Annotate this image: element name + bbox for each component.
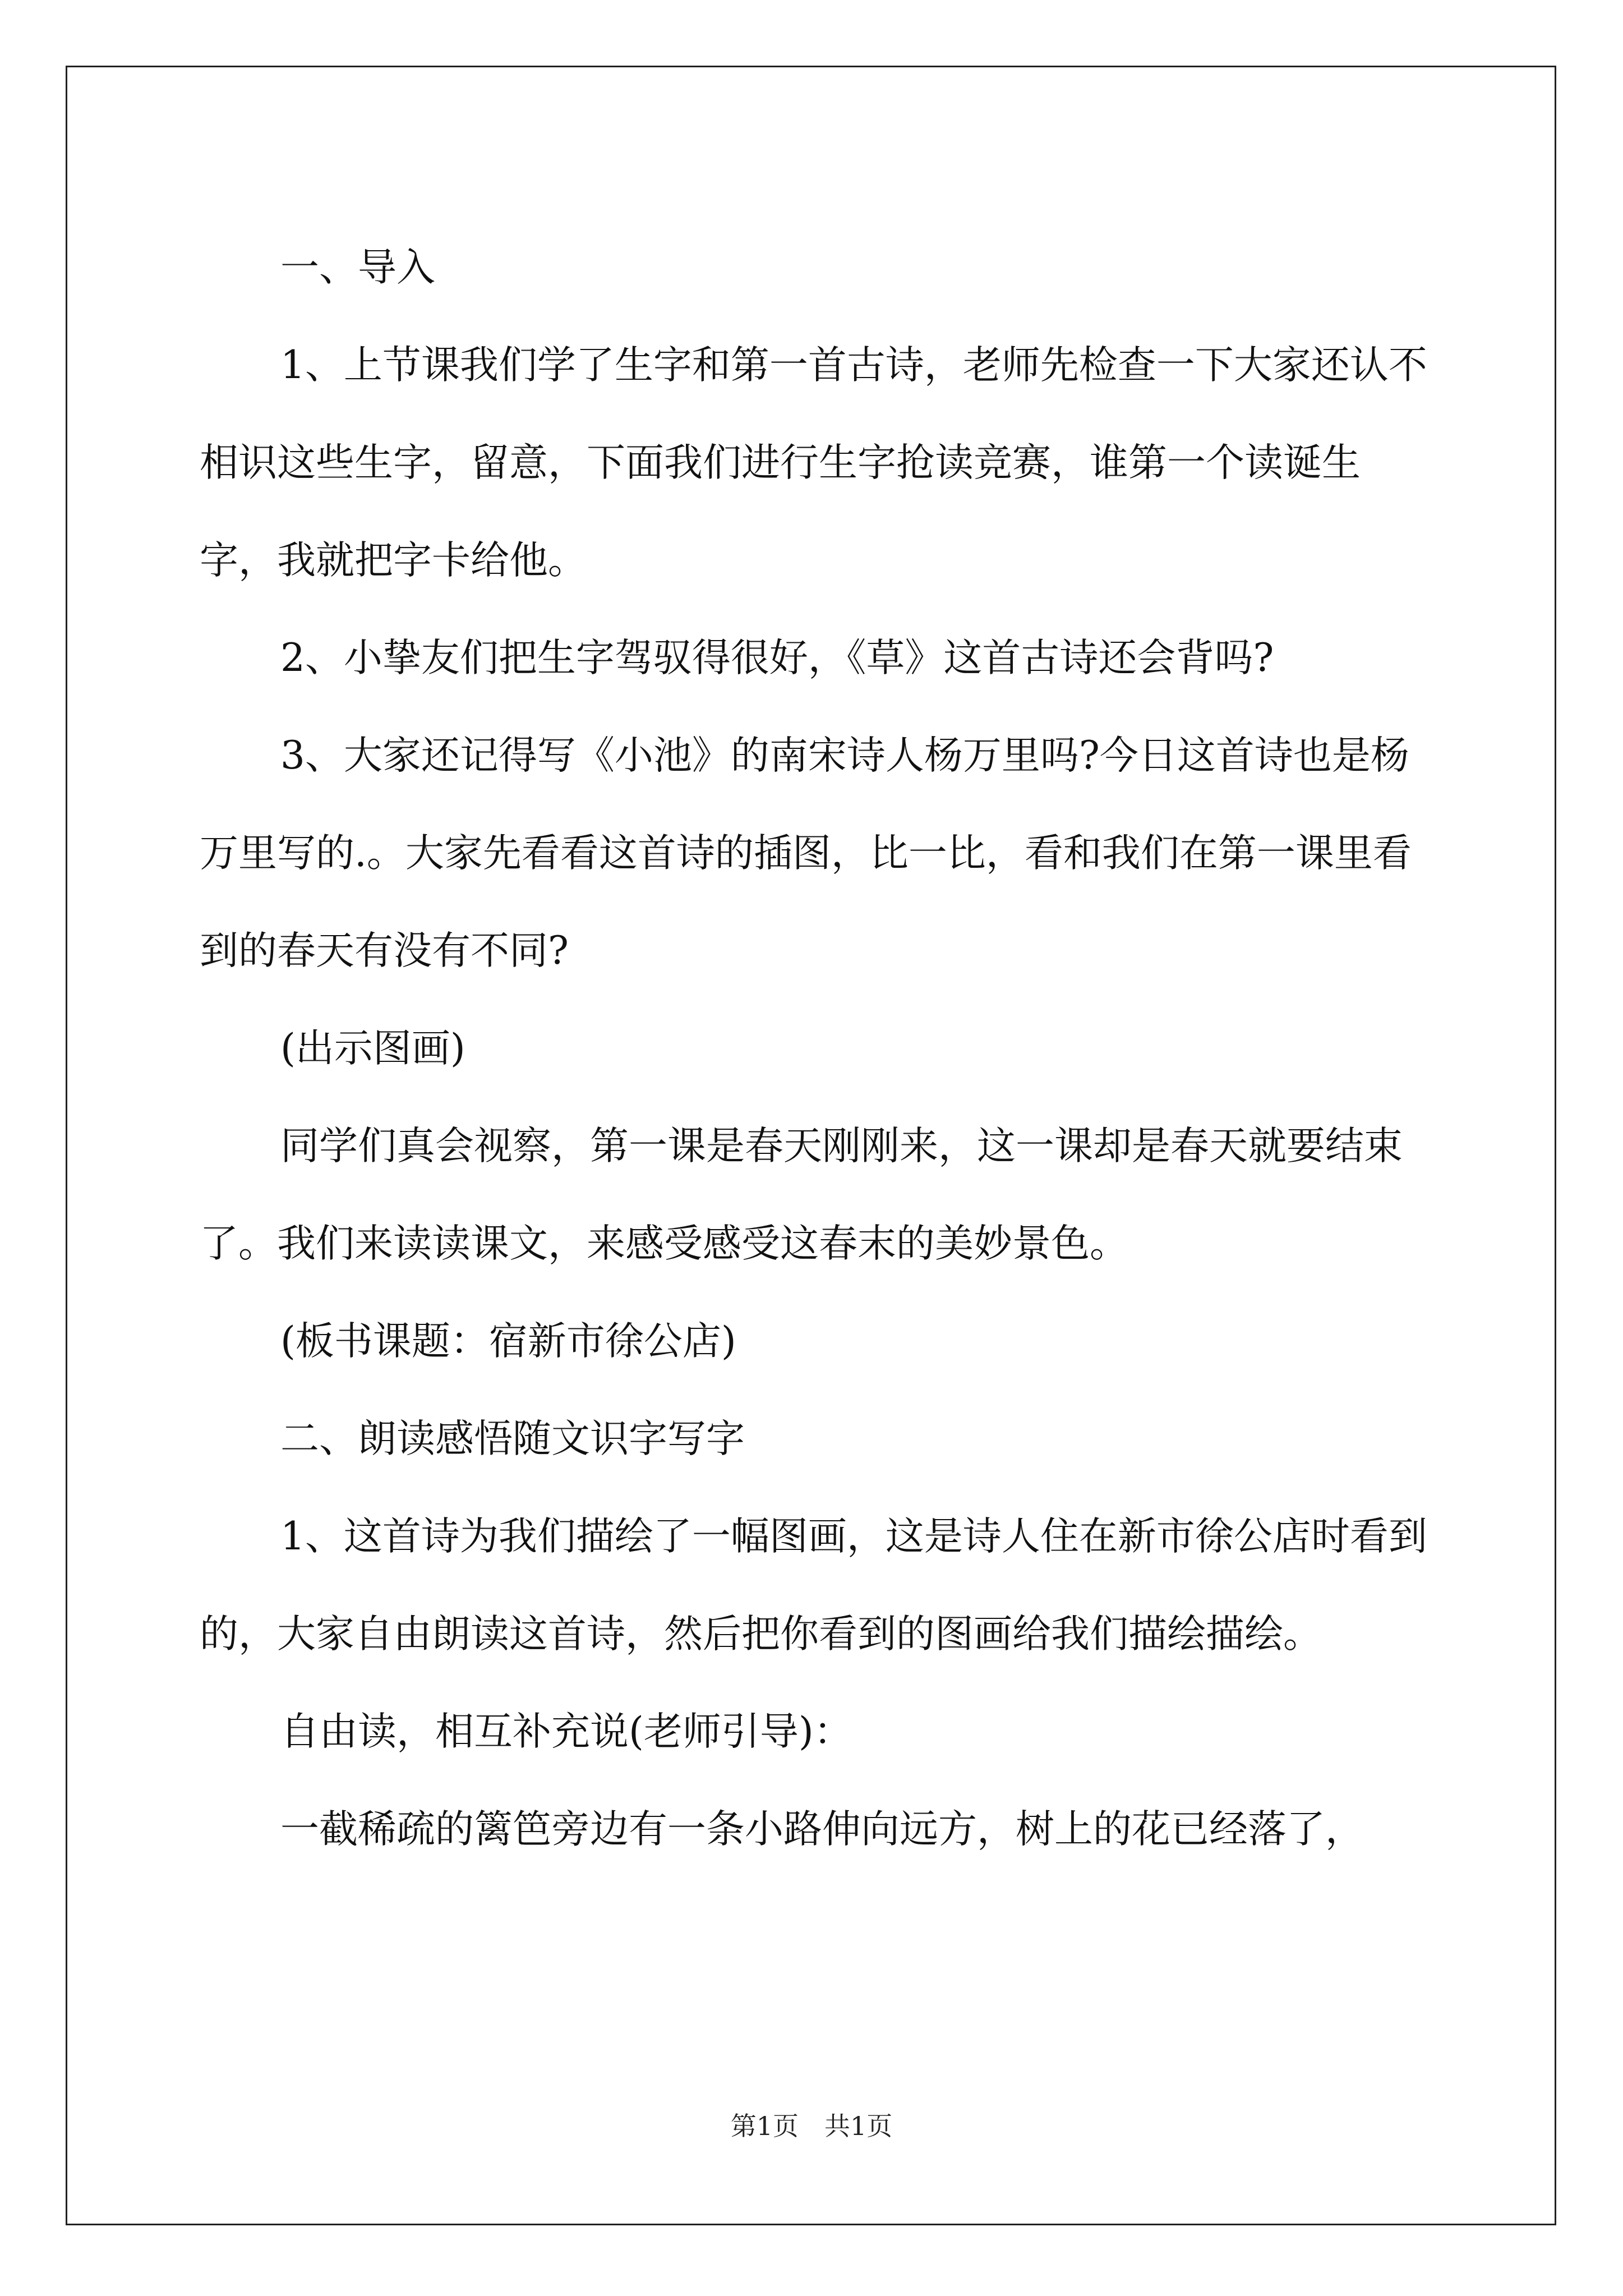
paragraph: 自由读，相互补充说(老师引导)： [280, 1709, 852, 1754]
paragraph: (板书课题：宿新市徐公店) [280, 1319, 736, 1364]
paragraph: 1、这首诗为我们描绘了一幅图画，这是诗人住在新市徐公店时看到的，大家自由朗读这首诗，然后把你看到的图画给我们描绘描绘。 [200, 1514, 1427, 1657]
section-heading-reading: 二、朗读感悟随文识字写字 [280, 1416, 745, 1461]
paragraph: 一截稀疏的篱笆旁边有一条小路伸向远方，树上的花已经落了， [280, 1807, 1364, 1852]
paragraph: 3、大家还记得写《小池》的南宋诗人杨万里吗?今日这首诗也是杨万里写的.。大家先看看这首诗的插图，比一比，看和我们在第一课里看到的春天有没有不同? [200, 733, 1412, 973]
paragraph: 2、小挚友们把生字驾驭得很好，《草》这首古诗还会背吗? [280, 636, 1274, 680]
paragraph: 1、上节课我们学了生字和第一首古诗，老师先检查一下大家还认不相识这些生字，留意，下面我们进行生字抢读竞赛，谁第一个读诞生字，我就把字卡给他。 [200, 343, 1427, 583]
paragraph: 同学们真会视察，第一课是春天刚刚来，这一课却是春天就要结束了。我们来读读课文，来感受感受这春末的美妙景色。 [200, 1124, 1403, 1266]
page-number-footer: 第1页 共1页 [730, 2111, 893, 2141]
section-heading-intro: 一、导入 [280, 245, 435, 290]
document-body [200, 219, 1428, 1878]
paragraph: (出示图画) [280, 1026, 465, 1071]
